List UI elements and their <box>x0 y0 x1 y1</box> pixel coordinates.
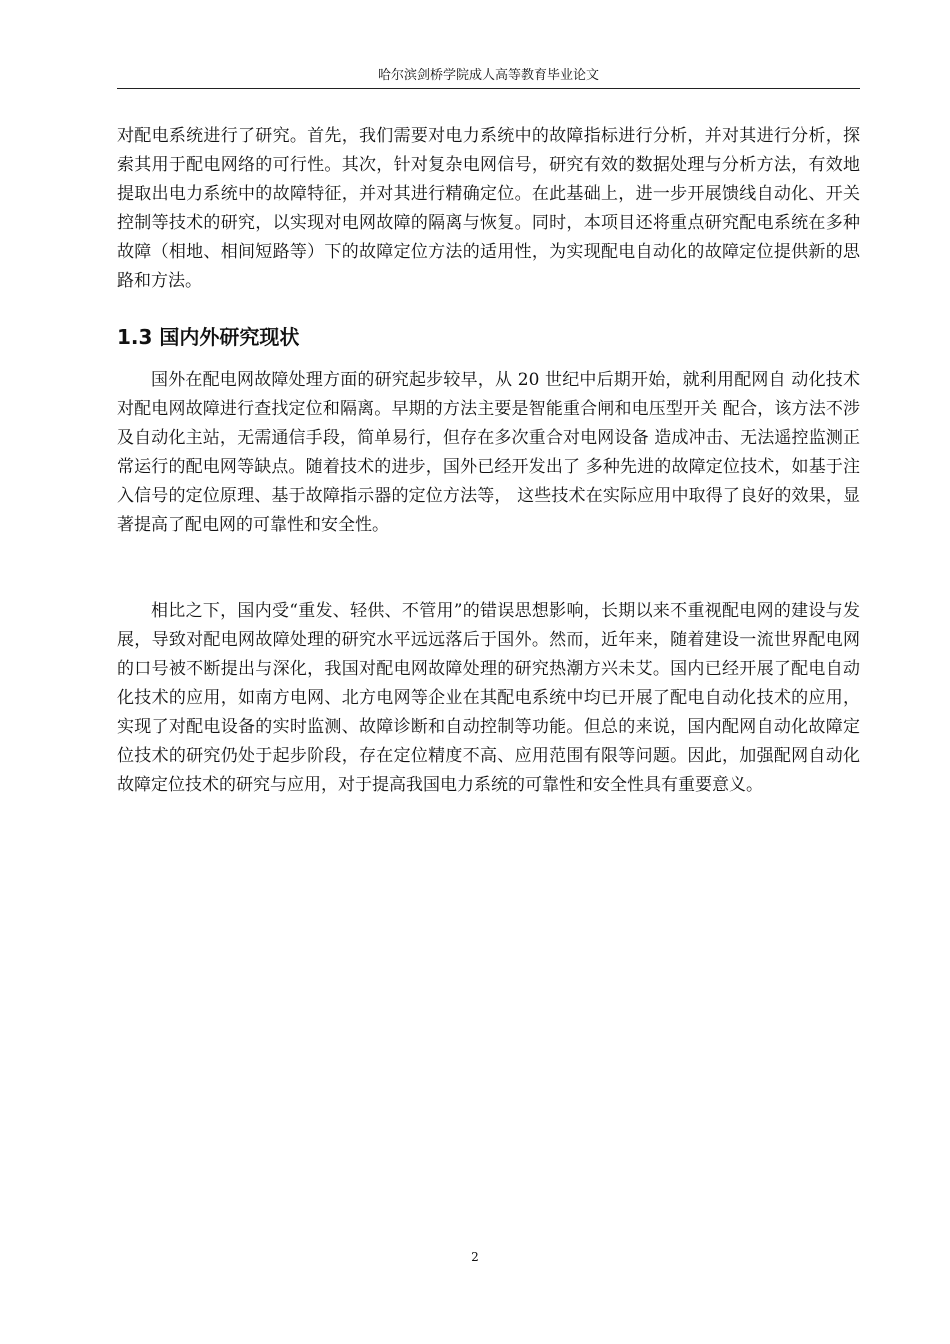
body-paragraph-1: 对配电系统进行了研究。首先，我们需要对电力系统中的故障指标进行分析，并对其进行分析，探索其用于配电网络的可行性。其次，针对复杂电网信号，研究有效的数据处理与分析方法，有效地提取出电力系统中的故障特征，并对其进行精确定位。在此基础上，进一步开展馈线自动化、开关控制等技术的研究，以实现对电网故障的隔离与恢复。同时，本项目还将重点研究配电系统在多种故障（相地、相间短路等）下的故障定位方法的适用性，为实现配电自动化的故障定位提供新的思路和方法。 <box>117 126 860 291</box>
page-number: 2 <box>471 1250 479 1264</box>
running-header: 哈尔滨剑桥学院成人高等教育毕业论文 <box>377 68 599 83</box>
body-paragraph-3: 相比之下，国内受“重发、轻供、不管用”的错误思想影响，长期以来不重视配电网的建设与发展，导致对配电网故障处理的研究水平远远落后于国外。然而，近年来，随着建设一流世界配电网的口号被不断提出与深化，我国对配电网故障处理的研究热潮方兴未艾。国内已经开展了配电自动化技术的应用，如南方电网、北方电网等企业在其配电系统中均已开展了配电自动化技术的应用，实现了对配电设备的实时监测、故障诊断和自动控制等功能。但总的来说，国内配网自动化故障定位技术的研究仍处于起步阶段，存在定位精度不高、应用范围有限等问题。因此，加强配网自动化故障定位技术的研究与应用，对于提高我国电力系统的可靠性和安全性具有重要意义。 <box>117 601 860 795</box>
body-paragraph-2: 国外在配电网故障处理方面的研究起步较早，从 20 世纪中后期开始，就利用配网自 动化技术对配电网故障进行查找定位和隔离。早期的方法主要是智能重合闸和电压型开关 配合，该方法不涉及自动化主站，无需通信手段，简单易行，但存在多次重合对电网设备 造成冲击、无法遥控监测正常运行的配电网等缺点。随着技术的进步，国外已经开发出了 多种先进的故障定位技术，如基于注入信号的定位原理、基于故障指示器的定位方法等， 这些技术在实际应用中取得了良好的效果，显著提高了配电网的可靠性和安全性。 <box>117 370 860 535</box>
section-heading: 1.3 国内外研究现状 <box>117 325 300 349</box>
header-rule <box>117 88 860 89</box>
